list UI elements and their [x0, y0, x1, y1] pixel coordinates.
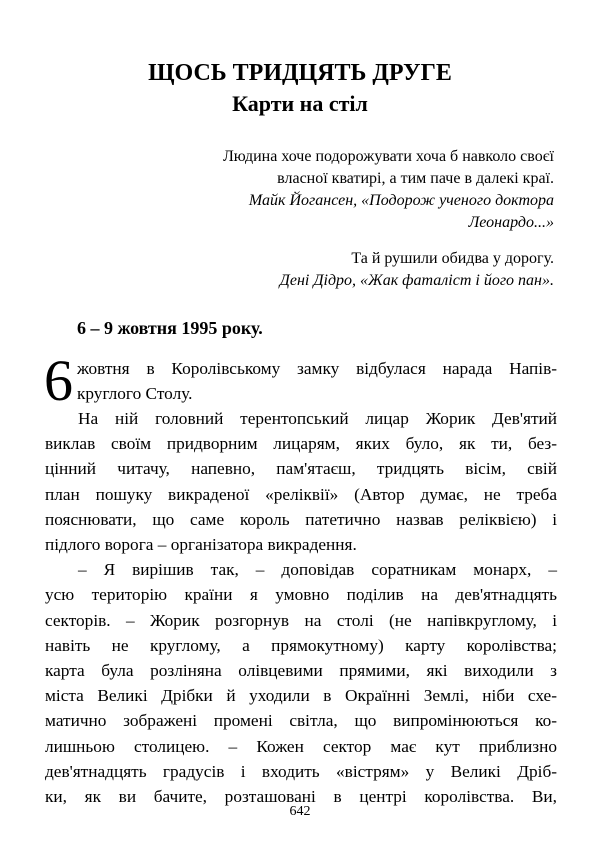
epigraph-line: Та й рушили обидва у дорогу.: [351, 250, 554, 267]
text-line: жовтня в Королівському замку відбулася нарада Напів-: [77, 359, 557, 378]
epigraph-author: Дені Дідро, «Жак фаталіст і його пан».: [279, 272, 554, 289]
dateline: 6 – 9 жовтня 1995 року.: [77, 318, 263, 338]
epigraph-author: Майк Йогансен, «Подорож ученого доктора: [248, 192, 554, 209]
text-line: цінний читачу, напевно, пам'ятаєш, тридцять вісім, свій: [45, 459, 557, 479]
text-line: карта була розліняна олівцевими прямими, які виходили з: [45, 661, 557, 681]
page-number: 642: [289, 804, 311, 819]
text-line: навіть не круглому, а прямокутному) карту королівства;: [45, 635, 557, 655]
text-line: круглого Столу.: [77, 384, 193, 404]
text-line: виклав своїм придворним лицарям, яких було, як ти, без-: [45, 434, 557, 454]
epigraph-1: [134, 146, 554, 234]
chapter-title: ЩОСЬ ТРИДЦЯТЬ ДРУГЕ: [148, 60, 452, 86]
text-line: На ній головний терентопський лицар Жорик Дев'ятий: [78, 409, 557, 428]
text-line: ки, як ви бачите, розташовані в центрі королівства. Ви,: [45, 787, 557, 807]
text-line: лишньою столицею. – Кожен сектор має кут приблизно: [45, 736, 557, 756]
text-line: міста Великі Дрібки й уходили в Окраїнні Землі, ніби схе-: [45, 686, 557, 706]
text-line: матично зображені промені світла, що випромінюються ко-: [45, 711, 557, 731]
epigraph-line: Людина хоче подорожувати хоча б навколо своєї: [222, 148, 554, 165]
text-line: секторів. – Жорик розгорнув на столі (не напівкруглому, і: [45, 610, 557, 630]
text-line: усю територію країни я умовно поділив на дев'ятнадцять: [45, 585, 557, 605]
text-line: підлого ворога – організатора викрадення.: [45, 535, 357, 555]
epigraph-2: [134, 248, 554, 292]
epigraph-author: Леонардо...»: [468, 214, 554, 231]
epigraph-line: власної кватирі, а тим паче в далекі краї.: [277, 170, 554, 187]
drop-cap: 6: [44, 348, 73, 413]
text-line: план пошуку викраденої «реліквії» (Автор думає, не треба: [45, 484, 557, 504]
chapter-subtitle: Карти на стіл: [232, 91, 368, 116]
text-line: дев'ятнадцять градусів і входить «вістрям» у Великі Дріб-: [45, 761, 557, 781]
text-line: пояснювати, що саме король патетично назвав реліквією) і: [45, 509, 557, 529]
text-line: – Я вирішив так, – доповідав соратникам монарх, –: [78, 560, 557, 580]
body-text: [45, 406, 557, 809]
opening-paragraph: [77, 356, 557, 406]
